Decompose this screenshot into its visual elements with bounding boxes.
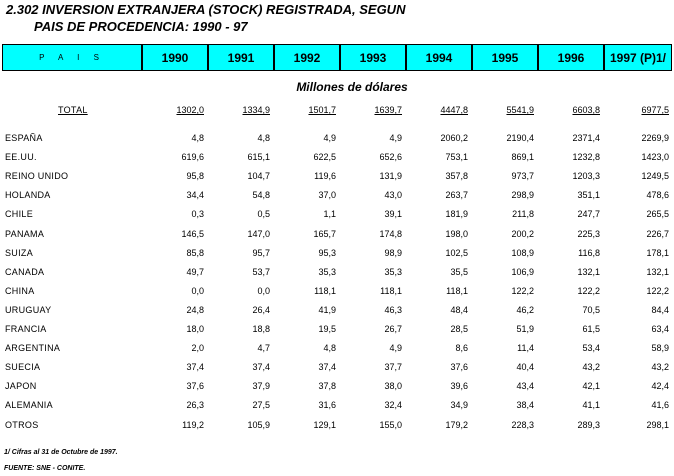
- value-cell: 0,5: [257, 209, 270, 220]
- value-cell: 18,0: [186, 324, 204, 334]
- table-row: [0, 248, 674, 262]
- header-year: 1995: [472, 44, 538, 71]
- value-cell: 4,8: [323, 343, 336, 354]
- value-cell: 119,2: [182, 419, 204, 430]
- header-year: 1990: [142, 44, 208, 71]
- value-cell: 263,7: [445, 190, 468, 201]
- value-cell: 1,1: [323, 209, 336, 220]
- country-name: CHINA: [5, 285, 35, 296]
- value-cell: 42,4: [651, 381, 669, 392]
- total-row: [0, 105, 674, 119]
- country-name: JAPON: [5, 381, 37, 392]
- value-cell: 146,5: [181, 228, 204, 239]
- country-name: ALEMANIA: [5, 400, 53, 411]
- value-cell: 198,0: [445, 228, 468, 239]
- value-cell: 122,2: [577, 285, 600, 296]
- value-cell: 652,6: [379, 152, 402, 163]
- value-cell: 1249,5: [641, 171, 669, 182]
- value-cell: 41,6: [651, 400, 669, 411]
- value-cell: 211,8: [512, 209, 534, 220]
- value-cell: 37,4: [318, 362, 336, 373]
- source-note: FUENTE: SNE - CONITE.: [4, 465, 86, 472]
- value-cell: 37,8: [318, 381, 336, 392]
- value-cell: 298,9: [511, 190, 534, 201]
- header-year: 1993: [340, 44, 406, 71]
- country-name: SUECIA: [5, 362, 41, 373]
- country-name: ESPAÑA: [5, 133, 43, 143]
- table-subtitle: PAIS DE PROCEDENCIA: 1990 - 97: [34, 19, 248, 34]
- value-cell: 24,8: [186, 304, 204, 315]
- table-row: [0, 267, 674, 281]
- value-cell: 54,8: [252, 190, 270, 201]
- value-cell: 478,6: [646, 190, 669, 201]
- header-year: 1996: [538, 44, 604, 71]
- table-row: [0, 381, 674, 395]
- value-cell: 122,2: [511, 285, 534, 296]
- country-name: EE.UU.: [5, 152, 37, 163]
- total-label: TOTAL: [58, 105, 88, 115]
- units-label: Millones de dólares: [296, 80, 408, 94]
- value-cell: 265,5: [646, 209, 669, 220]
- value-cell: 615,1: [247, 152, 270, 163]
- table-row: [0, 324, 674, 338]
- value-cell: 31,6: [318, 400, 336, 411]
- value-cell: 2190,4: [506, 133, 534, 143]
- value-cell: 619,6: [181, 152, 204, 163]
- value-cell: 1639,7: [374, 105, 402, 115]
- value-cell: 27,5: [252, 400, 270, 411]
- value-cell: 35,5: [450, 266, 468, 277]
- value-cell: 1334,9: [242, 105, 270, 115]
- value-cell: 179,2: [445, 419, 468, 430]
- value-cell: 51,9: [516, 324, 534, 334]
- value-cell: 106,9: [511, 266, 534, 277]
- value-cell: 95,8: [186, 171, 204, 182]
- value-cell: 0,0: [191, 285, 204, 296]
- value-cell: 42,1: [582, 381, 600, 392]
- value-cell: 4447,8: [440, 105, 468, 115]
- value-cell: 98,9: [384, 247, 402, 258]
- value-cell: 122,2: [646, 285, 669, 296]
- value-cell: 1302,0: [176, 105, 204, 115]
- value-cell: 46,3: [384, 304, 402, 315]
- value-cell: 37,4: [252, 362, 270, 373]
- value-cell: 8,6: [455, 343, 468, 354]
- value-cell: 35,3: [384, 266, 402, 277]
- value-cell: 298,1: [646, 419, 669, 430]
- header-year: 1997 (P)1/: [604, 44, 672, 71]
- country-name: ARGENTINA: [5, 343, 61, 354]
- value-cell: 4,7: [257, 343, 270, 354]
- value-cell: 5541,9: [506, 105, 534, 115]
- value-cell: 43,2: [651, 362, 669, 373]
- value-cell: 49,7: [186, 266, 204, 277]
- value-cell: 102,5: [445, 247, 468, 258]
- value-cell: 32,4: [384, 400, 402, 411]
- header-row: [2, 44, 672, 73]
- country-name: PANAMA: [5, 228, 45, 239]
- value-cell: 132,1: [646, 266, 669, 277]
- table-row: [0, 209, 674, 223]
- value-cell: 753,1: [445, 152, 468, 163]
- value-cell: 225,3: [577, 228, 600, 239]
- value-cell: 85,8: [186, 247, 204, 258]
- value-cell: 28,5: [450, 324, 468, 334]
- table-row: [0, 305, 674, 319]
- value-cell: 4,9: [389, 133, 402, 143]
- value-cell: 35,3: [318, 266, 336, 277]
- value-cell: 2269,9: [641, 133, 669, 143]
- value-cell: 2060,2: [440, 133, 468, 143]
- footnote: 1/ Cifras al 31 de Octubre de 1997.: [4, 449, 118, 456]
- value-cell: 6603,8: [572, 105, 600, 115]
- country-name: HOLANDA: [5, 190, 51, 201]
- value-cell: 200,2: [511, 228, 534, 239]
- value-cell: 38,0: [384, 381, 402, 392]
- value-cell: 178,1: [646, 247, 669, 258]
- value-cell: 226,7: [646, 228, 669, 239]
- value-cell: 37,9: [252, 381, 270, 392]
- value-cell: 289,3: [577, 419, 600, 430]
- value-cell: 4,8: [257, 133, 270, 143]
- value-cell: 351,1: [577, 190, 600, 201]
- value-cell: 181,9: [445, 209, 468, 220]
- value-cell: 37,6: [450, 362, 468, 373]
- value-cell: 147,0: [247, 228, 270, 239]
- value-cell: 0,0: [257, 285, 270, 296]
- value-cell: 1203,3: [572, 171, 600, 182]
- country-name: REINO UNIDO: [5, 171, 69, 182]
- value-cell: 116,8: [578, 247, 600, 258]
- value-cell: 95,3: [318, 247, 336, 258]
- value-cell: 247,7: [577, 209, 600, 220]
- value-cell: 1232,8: [572, 152, 600, 163]
- header-paises: P A I S: [2, 44, 142, 71]
- value-cell: 37,7: [384, 362, 402, 373]
- header-year: 1991: [208, 44, 274, 71]
- value-cell: 132,1: [577, 266, 600, 277]
- value-cell: 84,4: [651, 304, 669, 315]
- table-row: [0, 362, 674, 376]
- value-cell: 39,6: [450, 381, 468, 392]
- value-cell: 39,1: [384, 209, 402, 220]
- table-row: [0, 400, 674, 414]
- value-cell: 973,7: [511, 171, 534, 182]
- value-cell: 70,5: [582, 304, 600, 315]
- value-cell: 119,6: [314, 171, 336, 182]
- value-cell: 18,8: [252, 324, 270, 334]
- value-cell: 131,9: [379, 171, 402, 182]
- value-cell: 38,4: [516, 400, 534, 411]
- value-cell: 174,8: [379, 228, 402, 239]
- value-cell: 108,9: [511, 247, 534, 258]
- value-cell: 104,7: [247, 171, 270, 182]
- value-cell: 43,4: [516, 381, 534, 392]
- table-row: [0, 229, 674, 243]
- value-cell: 228,3: [511, 419, 534, 430]
- value-cell: 19,5: [318, 324, 336, 334]
- country-name: CHILE: [5, 209, 34, 220]
- value-cell: 2,0: [191, 343, 204, 354]
- value-cell: 622,5: [313, 152, 336, 163]
- country-name: FRANCIA: [5, 324, 47, 334]
- value-cell: 26,7: [384, 324, 402, 334]
- value-cell: 118,1: [446, 285, 468, 296]
- value-cell: 4,9: [323, 133, 336, 143]
- value-cell: 1423,0: [641, 152, 669, 163]
- value-cell: 0,3: [191, 209, 204, 220]
- value-cell: 6977,5: [641, 105, 669, 115]
- table-row: [0, 133, 674, 147]
- table-row: [0, 286, 674, 300]
- value-cell: 1501,7: [308, 105, 336, 115]
- value-cell: 37,6: [186, 381, 204, 392]
- value-cell: 37,4: [186, 362, 204, 373]
- value-cell: 61,5: [582, 324, 600, 334]
- value-cell: 118,1: [380, 285, 402, 296]
- table-row: [0, 343, 674, 357]
- value-cell: 53,7: [252, 266, 270, 277]
- value-cell: 34,4: [186, 190, 204, 201]
- value-cell: 26,3: [186, 400, 204, 411]
- value-cell: 165,7: [313, 228, 336, 239]
- value-cell: 2371,4: [572, 133, 600, 143]
- value-cell: 63,4: [651, 324, 669, 334]
- value-cell: 4,8: [191, 133, 204, 143]
- value-cell: 37,0: [318, 190, 336, 201]
- value-cell: 41,9: [318, 304, 336, 315]
- country-name: CANADA: [5, 266, 45, 277]
- value-cell: 48,4: [450, 304, 468, 315]
- value-cell: 46,2: [516, 304, 534, 315]
- header-year: 1994: [406, 44, 472, 71]
- value-cell: 4,9: [389, 343, 402, 354]
- value-cell: 118,1: [314, 285, 336, 296]
- value-cell: 357,8: [445, 171, 468, 182]
- value-cell: 40,4: [516, 362, 534, 373]
- value-cell: 41,1: [582, 400, 600, 411]
- value-cell: 155,0: [379, 419, 402, 430]
- table-row: [0, 152, 674, 166]
- value-cell: 34,9: [450, 400, 468, 411]
- table-row: [0, 420, 674, 434]
- table-row: [0, 190, 674, 204]
- country-name: SUIZA: [5, 247, 34, 258]
- header-year: 1992: [274, 44, 340, 71]
- value-cell: 869,1: [511, 152, 534, 163]
- value-cell: 43,2: [582, 362, 600, 373]
- value-cell: 105,9: [247, 419, 270, 430]
- value-cell: 26,4: [252, 304, 270, 315]
- value-cell: 11,4: [517, 343, 534, 354]
- table-title: 2.302 INVERSION EXTRANJERA (STOCK) REGISTRADA, SEGUN: [6, 2, 406, 17]
- value-cell: 58,9: [651, 343, 669, 354]
- country-name: OTROS: [5, 419, 39, 430]
- value-cell: 129,1: [313, 419, 336, 430]
- value-cell: 95,7: [252, 247, 270, 258]
- country-name: URUGUAY: [5, 304, 52, 315]
- value-cell: 43,0: [384, 190, 402, 201]
- value-cell: 53,4: [582, 343, 600, 354]
- table-row: [0, 171, 674, 185]
